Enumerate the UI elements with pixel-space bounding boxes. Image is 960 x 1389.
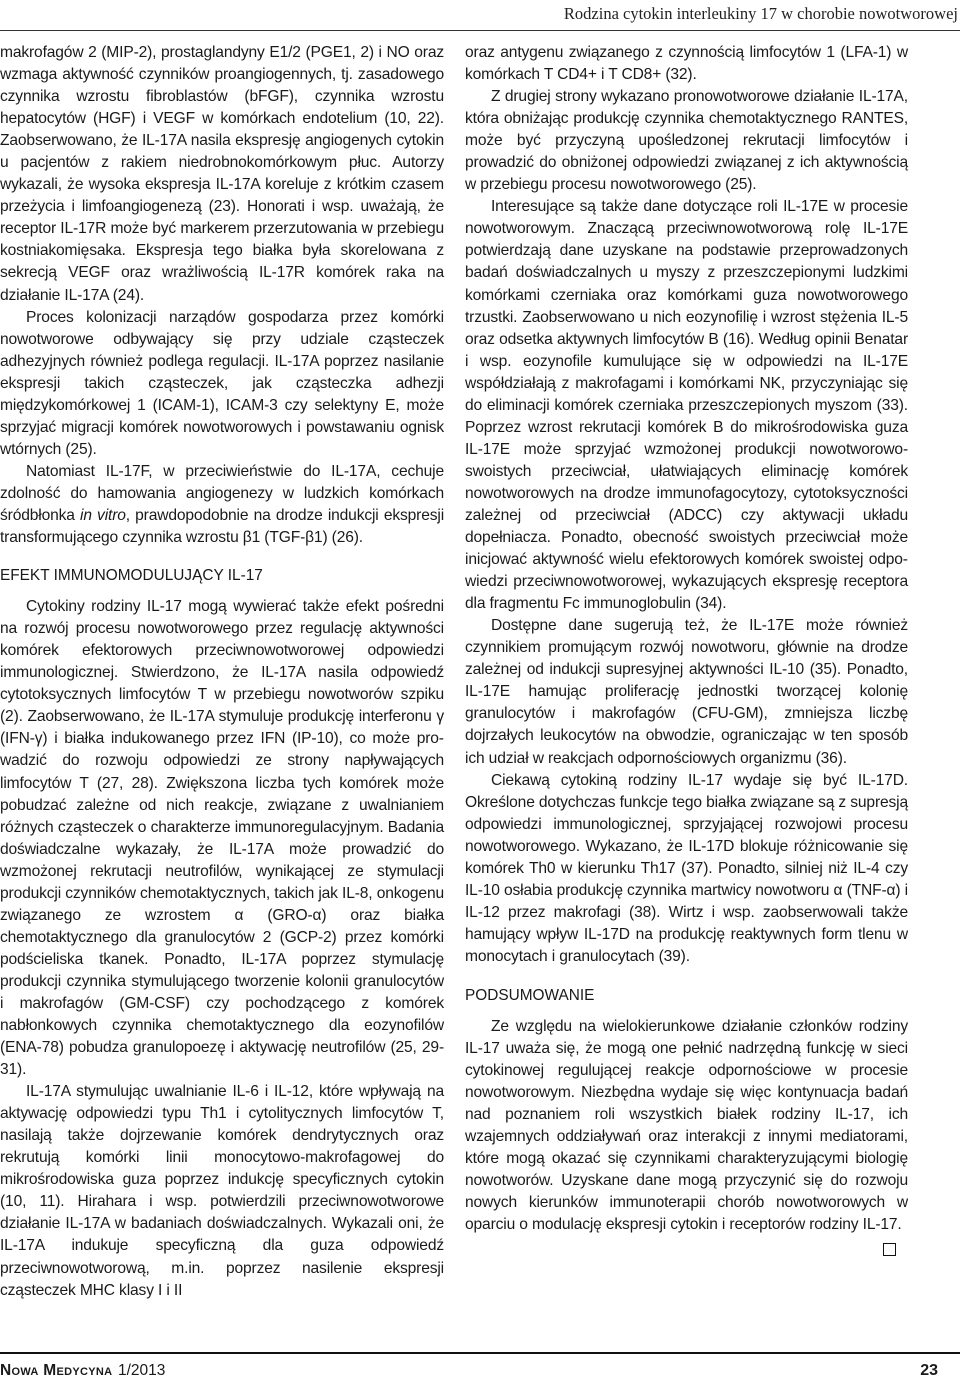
paragraph: IL-17A stymulując uwalnianie IL-6 i IL-12, które wpływają na aktywację odpowiedzi typu Th1 i cytolitycznych limfocytów T, nasilają także dojrzewanie komórek dendrytycznych oraz rekrutują komórki linii monocytowo-makrofagowej do mikrośrodowiska guza poprzez indukcję specyficznych cytokin (10, 11). Hirahara i wsp. potwierdzili przeciwnowotworowe działanie IL-17A w badaniach doświadczalnych. Wykazali oni, że IL-17A indukuje specyficzną dla guza odpowiedź przeciwnowotworową, m.in. poprzez nasilenie ekspresji cząsteczek MHC klasy I i II [0,1083,444,1299]
end-of-article-square-icon [883,1243,896,1256]
issue-number: 1/2013 [118,1362,166,1379]
paragraph: Proces kolonizacji narządów gospodarza przez komórki nowotworowe odbywający się przy udziale cząsteczek adhezyjnych również podlega regulacji. IL-17A poprzez nasilanie ekspresji takich cząsteczek, jak cząsteczka adhezji międzykomórkowej 1 (ICAM-1), ICAM-3 czy selektyny E, może sprzyjać migracji komórek nowotworowych i powstawaniu ognisk wtórnych (25). [0,308,444,458]
page-number: 23 [920,1362,938,1379]
text-run: Natomiast IL-17F, w przeciwieństwie do IL-17A, cechuje zdolność do hamowania angiogenezy w ludzkich komórkach śródbłonka [0,462,444,524]
text-run: , prawdopodobnie na drodze indukcji ekspresji transformującego czynnika wzrostu β1 (TGF-β1) (26). [0,506,445,547]
paragraph [465,1016,908,1236]
paragraph: Dostępne dane sugerują też, że IL-17E może również czynnikiem promującym rozwój nowotworu, głównie na drodze zależnej od indukcji supresyjnej aktywności IL-10 (35). Ponadto, IL-17E hamując proliferację jednostki tworzącej kolonię granulocytów i makrofagów (CFU-GM), zmniejsza liczbę dojrzałych leukocytów na obwodzie, ograniczając w ten sposób ich udział w reakcjach odpornościowych organizmu (36). [465,617,908,767]
text-run: Ze względu na wielokierunkowe działanie członków rodziny IL-17 uważa się, że mogą one pełnić nadrzędną funkcję w sieci cytokinowej regulującej reakcje odpornościowe w procesie nowotworowym. Niezbędna wydaje się więc kontynuacja badań nad poznaniem roli wszystkich białek rodziny IL-17, ich wzajemnych oddziaływań oraz interakcji z innymi mediatorami, które mogą okazać się czynnikami charakteryzującymi biologię nowotworów. Uzyskane dane mogą przyczynić się do rozwoju nowych kierunków immunoterapii chorób nowotworowych w oparciu o modulację ekspresji cytokin i receptorów rodziny IL-17. [465,1018,908,1234]
right-column [465,42,908,1256]
paragraph: Z drugiej strony wykazano pronowotworowe działanie IL-17A, która obniżając produkcję czynnika chemotaktycznego RANTES, może być przyczyną upośledzonej rekrutacji limfocytów i prowadzić do obniżonej odpowiedzi związanej z ich aktywnością w przebiegu procesu nowotworowego (25). [465,88,908,194]
journal-name: Nowa Medycyna [0,1362,113,1379]
paragraph: Interesujące są także dane dotyczące roli IL-17E w procesie nowotworowym. Znaczącą przeciwnowotworową rolę IL-17E potwierdzają dane uzyskane na podstawie przeprowadzonych badań doświadczalnych u myszy z przeszczepionymi ludzkimi komórkami czerniaka oraz komórkami guza nowotworowego trzustki. Zaobserwowano u nich eozynofilię i wzrost stężenia IL-5 oraz odsetka aktywnych limfocytów B (16). Według opinii Benatar i wsp. eozynofile kumulujące się w odpowiedzi na IL-17E współdziałają z makrofagami i komórkami NK, przyczyniając się do eliminacji komórek czerniaka przeszczepionych myszom (33). Poprzez wzrost rekrutacji komórek B do mikrośrodowiska guza IL-17E może sprzyjać wzmożonej produkcji nowotworowo-swoistych przeciwciał, ułatwiających eliminację komórek nowotworowych na drodze immunofagocytozy, cytotoksyczności zależnej od przeciwciał (ADCC) czy aktywacji układu dopełniacza. Ponadto, obecność swoistych przeciwciał może inicjować aktywność wielu efektorowych komórek swoistej odpowiedzi przeciwnowotworowej, wykazujących ekspresję receptora dla fragmentu Fc immunoglobulin (34). [465,198,908,613]
section-heading: EFEKT IMMUNOMODULUJĄCY IL-17 [0,567,263,585]
running-title: Rodzina cytokin interleukiny 17 w chorobie nowotworowej [563,4,958,23]
paragraph [0,461,444,549]
header-rule [0,30,960,31]
paragraph: makrofagów 2 (MIP-2), prostaglandyny E1/2 (PGE1, 2) i NO oraz wzmaga aktywność czynników proangiogennych, tj. zasadowego czynnika wzrostu fibroblastów (bFGF), czynnika wzrostu hepatocytów (HGF) i VEGF w komórkach endotelium (10, 22). Zaobserwowano, że IL-17A nasila ekspresję angiogenych cytokin u pacjentów z rakiem niedrobnokomórkowym płuc. Autorzy wykazali, że wysoka ekspresja IL-17A koreluje z krótkim czasem przeżycia i limfoangiogenezą (23). Honorati i wsp. uważają, że receptor IL-17R może być markerem przerzutowania w przebiegu kostniakomięsaka. Ekspresja tego białka była skorelowana z sekrecją VEGF oraz wrażliwością IL-17R komórek raka na działanie IL-17A (24). [0,44,444,304]
italic-term: in vitro [80,506,126,524]
paragraph: Cytokiny rodziny IL-17 mogą wywierać także efekt pośredni na rozwój procesu nowotworowego przez regulację aktywności komórek efektorowych przeciwnowotworowej odpowiedzi immunologicznej. Stwierdzono, że IL-17A nasila odpowiedź cytotoksycznych limfocytów T w przebiegu nowotworów szpiku (2). Zaobserwowano, że IL-17A stymuluje produkcję interferonu γ (IFN-γ) i białka indukowanego przez IFN (IP-10), co może prowadzić do rozwoju odpowiedzi ze strony napływających limfocytów T (27, 28). Zwiększona liczba tych komórek może pobudzać zależne od nich reakcje, związane z uwalnianiem różnych cząsteczek o charakterze immunoregulacyjnym. Badania doświadczalne wykazały, że IL-17A może prowadzić do wzmożonej rekrutacji neutrofilów, wynikającej ze stymulacji produkcji czynników chemotaktycznych, takich jak IL-8, onkogenu związanego ze wzrostem α (GRO-α) oraz białka chemotaktycznego dla granulocytów 2 (GCP-2) przez komórki podścieliska tkanek. Ponadto, IL-17A poprzez stymulację produkcji czynnika stymulującego tworzenie kolonii granulocytów i makrofagów (GM-CSF) czy pochodzącego z komórek nabłonkowych czynnika chemotaktycznego dla eozynofilów (ENA-78) pobudza granulopoezę i aktywację neutrofilów (25, 29-31). [0,598,444,1079]
paragraph: oraz antygenu związanego z czynnością limfocytów 1 (LFA-1) w komórkach T CD4+ i T CD8+ (32). [465,44,908,84]
section-heading: PODSUMOWANIE [465,986,595,1004]
paragraph: Ciekawą cytokiną rodziny IL-17 wydaje się być IL-17D. Określone dotychczas funkcje tego białka związane są z supresją odpowiedzi immunologicznej, sprzyjającej rozwojowi procesu nowotworowego. Wykazano, że IL-17D blokuje różnicowanie się komórek Th0 w kierunku Th17 (37). Ponadto, silniej niż IL-4 czy IL-10 osłabia produkcję czynnika martwicy nowotworu α (TNF-α) i IL-12 przez makrofagi (38). Wirtz i wsp. zaobserwowali także hamujący wpływ IL-17D na produkcję reaktywnych form tlenu w monocytach i granulocytach (39). [465,771,909,965]
footer-rule [0,1352,960,1354]
left-column [0,42,444,1302]
